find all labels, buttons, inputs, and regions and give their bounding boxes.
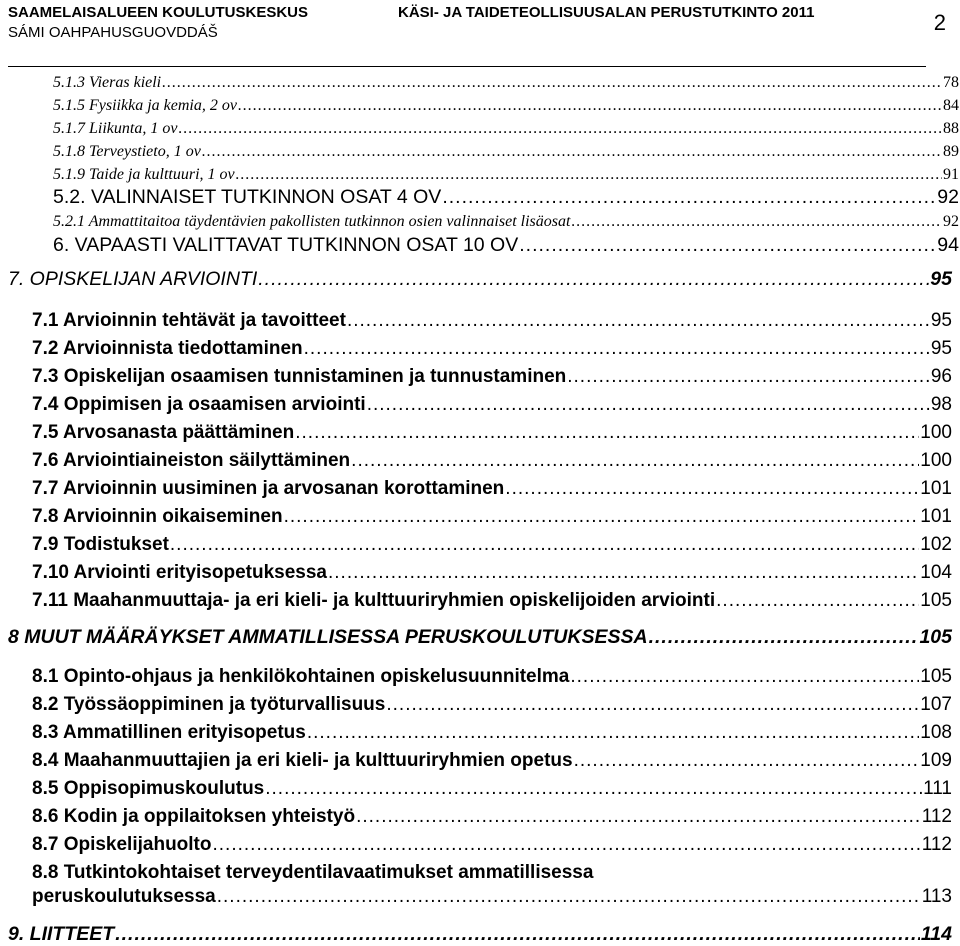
dot-leader xyxy=(236,166,942,184)
toc-page: 104 xyxy=(920,562,952,583)
toc-entry[interactable] xyxy=(53,234,959,257)
toc-entry[interactable] xyxy=(53,97,959,115)
dot-leader xyxy=(570,666,919,688)
toc-page: 98 xyxy=(930,394,952,415)
document-title: KÄSI- JA TAIDETEOLLISUUSALAN PERUSTUTKINTO 2011 xyxy=(398,4,815,21)
dot-leader xyxy=(367,394,930,416)
dot-leader xyxy=(519,234,936,257)
toc-entry[interactable] xyxy=(32,834,952,856)
dot-leader xyxy=(170,534,919,556)
toc-entry[interactable] xyxy=(32,366,952,388)
page-header xyxy=(8,4,952,44)
toc-page: 100 xyxy=(920,422,952,443)
toc-entry[interactable] xyxy=(32,338,952,360)
dot-leader xyxy=(386,694,919,716)
toc-entry[interactable] xyxy=(32,750,952,772)
dot-leader xyxy=(202,143,942,161)
toc-title: 7.2 Arvioinnista tiedottaminen xyxy=(32,338,303,359)
toc-page: 114 xyxy=(920,923,952,945)
dot-leader xyxy=(328,562,919,584)
dot-leader xyxy=(351,450,919,472)
toc-entry[interactable] xyxy=(32,310,952,332)
toc-entry[interactable] xyxy=(53,186,959,209)
toc-title: 9. LIITTEET xyxy=(8,923,115,945)
toc-page: 94 xyxy=(937,234,959,256)
toc-title: 8.7 Opiskelijahuolto xyxy=(32,834,212,855)
toc-entry[interactable] xyxy=(32,778,952,800)
toc-entry[interactable] xyxy=(32,806,952,828)
toc-page: 112 xyxy=(921,806,952,827)
dot-leader xyxy=(574,750,920,772)
toc-title: 7.6 Arviointiaineiston säilyttäminen xyxy=(32,450,351,471)
toc-page: 92 xyxy=(943,213,959,230)
toc-page: 100 xyxy=(920,450,952,471)
toc-title: 5.1.8 Terveystieto, 1 ov xyxy=(53,143,201,160)
toc-page: 92 xyxy=(937,186,959,208)
toc-title: 8.8 Tutkintokohtaiset terveydentilavaatimukset ammatillisessa xyxy=(32,862,594,883)
org-name: SAAMELAISALUEEN KOULUTUSKESKUS xyxy=(8,4,309,21)
toc-entry[interactable] xyxy=(32,534,952,556)
toc-title: 8 MUUT MÄÄRÄYKSET AMMATILLISESSA PERUSKOULUTUKSESSA xyxy=(8,626,648,648)
toc-title: 5.1.9 Taide ja kulttuuri, 1 ov xyxy=(53,166,235,183)
toc-page: 111 xyxy=(923,778,952,799)
dot-leader xyxy=(716,590,919,612)
toc-page: 105 xyxy=(920,590,952,611)
toc-page: 95 xyxy=(930,268,952,290)
toc-page: 109 xyxy=(920,750,952,771)
toc-title: 7. OPISKELIJAN ARVIOINTI xyxy=(8,268,258,290)
dot-leader xyxy=(567,366,930,388)
toc-page: 95 xyxy=(930,310,952,331)
dot-leader xyxy=(649,626,919,649)
toc-page: 78 xyxy=(943,74,959,91)
toc-entry[interactable] xyxy=(32,694,952,716)
toc-title: 6. VAPAASTI VALITTAVAT TUTKINNON OSAT 10 OV xyxy=(53,234,519,256)
toc-entry[interactable] xyxy=(32,394,952,416)
toc-title: 7.7 Arvioinnin uusiminen ja arvosanan korottaminen xyxy=(32,478,505,499)
dot-leader xyxy=(265,778,922,800)
toc-page: 101 xyxy=(920,506,952,527)
toc-title: 7.9 Todistukset xyxy=(32,534,169,555)
toc-title: 8.6 Kodin ja oppilaitoksen yhteistyö xyxy=(32,806,356,827)
toc-title: 8.2 Työssäoppiminen ja työturvallisuus xyxy=(32,694,386,715)
toc-title: 8.4 Maahanmuuttajien ja eri kieli- ja kulttuuriryhmien opetus xyxy=(32,750,573,771)
dot-leader xyxy=(217,886,921,908)
toc-page: 89 xyxy=(943,143,959,160)
dot-leader xyxy=(162,74,942,92)
toc-title: 7.5 Arvosanasta päättäminen xyxy=(32,422,295,443)
toc-entry[interactable] xyxy=(53,166,959,184)
toc-entry[interactable] xyxy=(32,722,952,744)
toc-title: 5.2. VALINNAISET TUTKINNON OSAT 4 OV xyxy=(53,186,442,208)
toc-title: 8.3 Ammatillinen erityisopetus xyxy=(32,722,306,743)
toc-entry[interactable] xyxy=(53,120,959,138)
toc-title: 7.8 Arvioinnin oikaiseminen xyxy=(32,506,283,527)
dot-leader xyxy=(304,338,930,360)
toc-entry[interactable] xyxy=(8,268,952,291)
dot-leader xyxy=(238,97,942,115)
toc-title: 7.3 Opiskelijan osaamisen tunnistaminen ja tunnustaminen xyxy=(32,366,567,387)
toc-title: 8.1 Opinto-ohjaus ja henkilökohtainen opiskelusuunnitelma xyxy=(32,666,570,687)
toc-page: 107 xyxy=(920,694,952,715)
toc-title: 5.1.5 Fysiikka ja kemia, 2 ov xyxy=(53,97,237,114)
dot-leader xyxy=(571,213,942,231)
toc-page: 88 xyxy=(943,120,959,137)
toc-title: 5.1.3 Vieras kieli xyxy=(53,74,162,91)
toc-entry[interactable] xyxy=(32,886,952,908)
toc-entry[interactable] xyxy=(32,666,952,688)
toc-entry[interactable] xyxy=(32,478,952,500)
toc-title: 5.1.7 Liikunta, 1 ov xyxy=(53,120,178,137)
toc-title: 7.1 Arvioinnin tehtävät ja tavoitteet xyxy=(32,310,346,331)
header-rule xyxy=(8,66,926,67)
toc-page: 108 xyxy=(920,722,952,743)
dot-leader xyxy=(284,506,920,528)
toc-title: 7.10 Arviointi erityisopetuksessa xyxy=(32,562,327,583)
dot-leader xyxy=(295,422,919,444)
toc-entry[interactable] xyxy=(32,450,952,472)
toc-entry[interactable] xyxy=(8,923,952,946)
toc-page: 101 xyxy=(920,478,952,499)
toc-entry[interactable] xyxy=(53,143,959,161)
dot-leader xyxy=(213,834,921,856)
toc-entry[interactable] xyxy=(53,74,959,92)
dot-leader xyxy=(307,722,919,744)
toc-page: 113 xyxy=(921,886,952,907)
toc-entry[interactable] xyxy=(53,213,959,231)
dot-leader xyxy=(442,186,936,209)
org-name-sami: SÁMI OAHPAHUSGUOVDDÁŠ xyxy=(8,24,218,41)
dot-leader xyxy=(347,310,930,332)
page-number: 2 xyxy=(933,10,946,35)
dot-leader xyxy=(258,268,929,291)
toc-title: 7.4 Oppimisen ja osaamisen arviointi xyxy=(32,394,366,415)
toc-page: 102 xyxy=(920,534,952,555)
toc-entry[interactable] xyxy=(8,626,952,649)
toc-title: 5.2.1 Ammattitaitoa täydentävien pakollisten tutkinnon osien valinnaiset lisäosat xyxy=(53,213,571,230)
dot-leader xyxy=(178,120,942,138)
toc-title: peruskoulutuksessa xyxy=(32,886,216,907)
dot-leader xyxy=(356,806,921,828)
toc-title: 7.11 Maahanmuuttaja- ja eri kieli- ja kulttuuriryhmien opiskelijoiden arviointi xyxy=(32,590,716,611)
toc-entry[interactable] xyxy=(32,562,952,584)
dot-leader xyxy=(505,478,919,500)
dot-leader xyxy=(115,923,920,946)
toc-page: 112 xyxy=(921,834,952,855)
toc-page: 84 xyxy=(943,97,959,114)
toc-entry[interactable] xyxy=(32,862,952,884)
toc-entry[interactable] xyxy=(32,590,952,612)
toc-page: 105 xyxy=(919,626,952,648)
toc-entry[interactable] xyxy=(32,506,952,528)
toc-entry[interactable] xyxy=(32,422,952,444)
toc-page: 105 xyxy=(920,666,952,687)
toc-page: 95 xyxy=(930,338,952,359)
toc-page: 91 xyxy=(943,166,959,183)
toc-page: 96 xyxy=(930,366,952,387)
toc-title: 8.5 Oppisopimuskoulutus xyxy=(32,778,265,799)
